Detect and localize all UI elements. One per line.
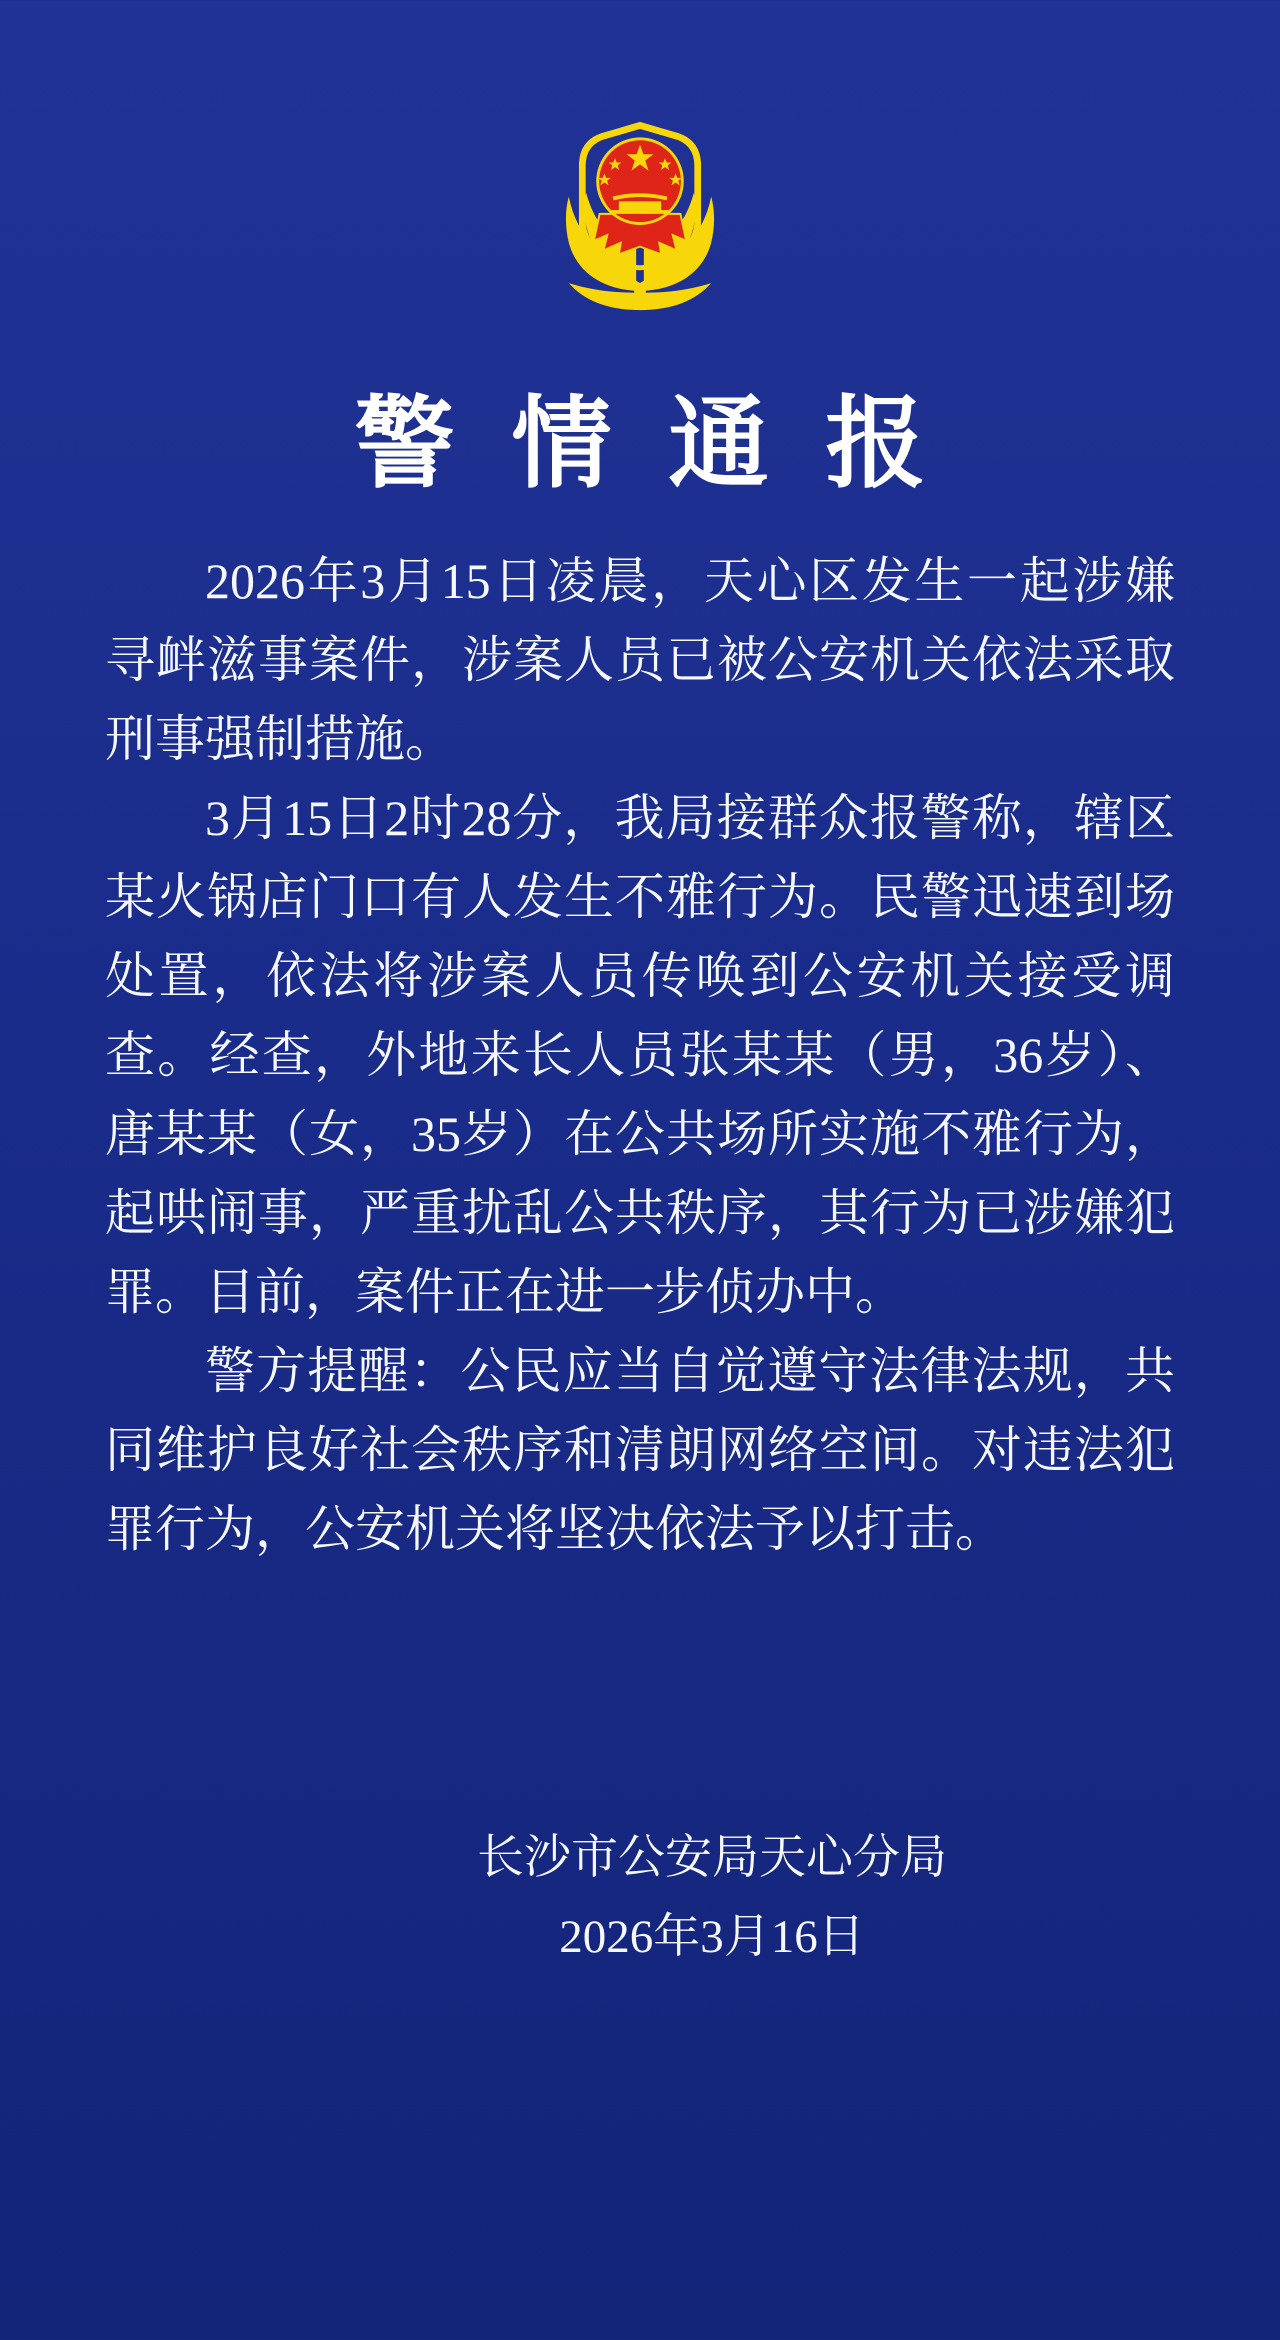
police-notice-poster — [0, 110, 1280, 2340]
notice-body — [0, 542, 1280, 1569]
gate-base — [619, 201, 661, 210]
gate-steps — [611, 210, 669, 214]
notice-title: 警情通报 — [354, 389, 983, 500]
notice-paragraph-2: 3月15日2时28分，我局接群众报警称，辖区某火锅店门口有人发生不雅行为。民警迅速到场处置，依法将涉案人员传唤到公安机关接受调查。经查，外地来长人员张某某（男，36岁）、唐某某（女，35岁）在公共场所实施不雅行为，起哄闹事，严重扰乱公共秩序，其行为已涉嫌犯罪。目前，案件正在进一步侦办中。 — [105, 790, 1175, 1320]
issue-date: 2026年3月16日 — [559, 1911, 865, 1963]
signature-block — [72, 1819, 1280, 1977]
notice-paragraph-3: 警方提醒：公民应当自觉遵守法律法规，共同维护良好社会秩序和清朗网络空间。对违法犯罪行为，公安机关将坚决依法予以打击。 — [105, 1343, 1175, 1557]
notice-paragraph-1: 2026年3月15日凌晨，天心区发生一起涉嫌寻衅滋事案件，涉案人员已被公安机关依法采取刑事强制措施。 — [105, 553, 1175, 767]
issuing-authority: 长沙市公安局天心分局 — [477, 1832, 947, 1884]
police-badge-icon — [542, 110, 738, 312]
